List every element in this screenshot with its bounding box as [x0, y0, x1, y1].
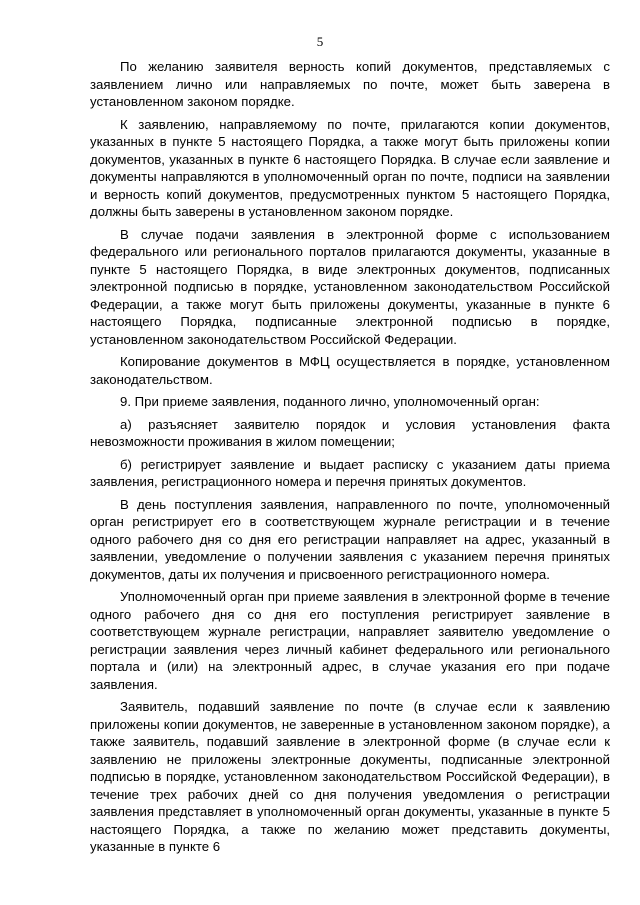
- paragraph-electronic-submission: В случае подачи заявления в электронной форме с использованием федерального или регионального порталов прилагаются документы, указанные в пункте 5 настоящего Порядка, в виде электронных документов, подписанных электронной подписью в порядке, установленном законодательством Российской Федерации, а также могут быть приложены документы, указанные в пункте 6 настоящего Порядка, подписанные электронной подписью в порядке, установленном законодательством Российской Федерации.: [90, 226, 610, 347]
- paragraph-mail-registration: В день поступления заявления, направленного по почте, уполномоченный орган регистрирует его в соответствующем журнале регистрации и в течение одного рабочего дня со дня его регистрации направляет на адрес, указанный в заявлении, уведомление о получении заявления с указанием перечня принятых документов, даты их получения и присвоенного регистрационного номера.: [90, 496, 610, 582]
- paragraph-item-9a: а) разъясняет заявителю порядок и условия установления факта невозможности проживания в жилом помещении;: [90, 416, 610, 449]
- paragraph-mail-attachments: К заявлению, направляемому по почте, прилагаются копии документов, указанных в пункте 5 настоящего Порядка, а также могут быть приложены копии документов, указанных в пункте 6 настоящего Порядка. В случае если заявление и документы направляются в уполномоченный орган по почте, подписи на заявлении и верность копий документов, предусмотренных пунктом 5 настоящего Порядка, должны быть заверены в установленном законом порядке.: [90, 116, 610, 219]
- page-number: 5: [316, 34, 324, 49]
- paragraph-item-9b: б) регистрирует заявление и выдает расписку с указанием даты приема заявления, регистрационного номера и перечня принятых документов.: [90, 456, 610, 489]
- document-body: [90, 58, 610, 861]
- paragraph-applicant-documents: Заявитель, подавший заявление по почте (в случае если к заявлению приложены копии документов, не заверенные в установленном законом порядке), а также заявитель, подавший заявление в электронной форме (в случае если к заявлению не приложены электронные документы, подписанные электронной подписью в порядке, установленном законодательством Российской Федерации), в течение трех рабочих дней со дня получения уведомления о регистрации заявления представляет в уполномоченный орган документы, указанные в пункте 5 настоящего Порядка, а также по желанию может представить документы, указанные в пункте 6: [90, 699, 610, 854]
- paragraph-electronic-registration: Уполномоченный орган при приеме заявления в электронной форме в течение одного рабочего дня со дня его поступления регистрирует заявление в соответствующем журнале регистрации, направляет заявителю уведомление о регистрации заявления через личный кабинет федерального или регионального портала и (или) на электронный адрес, в случае указания его при подаче заявления.: [90, 589, 610, 692]
- paragraph-mfc-copying: Копирование документов в МФЦ осуществляется в порядке, установленном законодательством.: [90, 354, 610, 387]
- paragraph-item-9: 9. При приеме заявления, поданного лично, уполномоченный орган:: [120, 394, 540, 409]
- paragraph-copies-verification: По желанию заявителя верность копий документов, представляемых с заявлением лично или направляемых по почте, может быть заверена в установленном законом порядке.: [90, 59, 610, 109]
